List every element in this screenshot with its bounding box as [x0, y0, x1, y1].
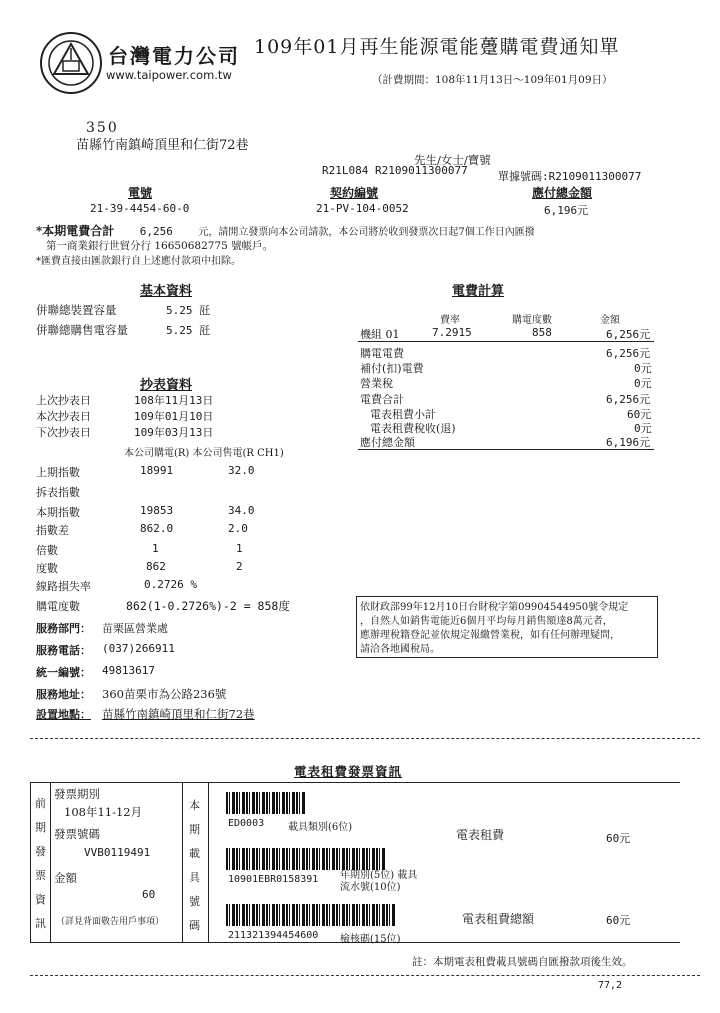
service-value: 49813617	[102, 664, 155, 677]
electric-no: 21-39-4454-60-0	[90, 202, 190, 215]
service-value: 苗栗區營業處	[102, 622, 168, 635]
loss-rate-label: 線路損失率	[36, 580, 91, 593]
calc-row-label: 購電電費	[360, 347, 404, 360]
page-title: 109年01月再生能源電能躉購電費通知單	[254, 36, 620, 58]
calc-row-label: 應付總金額	[360, 436, 415, 449]
doc-number: R21L084 R2109011300077	[322, 164, 468, 177]
meter-date-value: 109年03月13日	[134, 426, 214, 439]
notice-line-3: *匯費直接由匯款銀行自上述應付款項中扣除。	[36, 256, 241, 267]
billing-period: （計費期間：108年11月13日～109年01月09日）	[372, 74, 613, 86]
barcode-carrier-serial	[226, 848, 386, 870]
meter-fee-value: 60元	[606, 832, 631, 845]
invoice-col-divider-3	[208, 782, 209, 942]
purchase-label: 購電度數	[36, 600, 80, 613]
meter-row-r: 862.0	[140, 522, 174, 535]
barcode-code: 211321394454600	[228, 930, 319, 941]
calc-row-amount: 0元	[634, 422, 652, 435]
calc-bottom-line	[358, 449, 654, 450]
meter-row-label: 拆表指數	[36, 486, 80, 499]
invoice-top-border	[30, 782, 680, 783]
calc-divider	[358, 341, 654, 342]
tax-note-line: 請洽各地國稅局。	[360, 644, 440, 655]
website: www.taipower.com.tw	[106, 68, 232, 82]
invoice-title: 電表租費發票資訊	[294, 764, 403, 779]
calc-row-amount: 0元	[634, 362, 652, 375]
loss-rate-value: 0.2726 %	[144, 578, 197, 591]
meter-row-r: 1	[152, 542, 159, 555]
meter-row-label: 倍數	[36, 544, 58, 557]
calc-header-rate: 費率	[440, 315, 460, 326]
notice-line-1	[36, 222, 535, 239]
service-label: 設置地點：	[36, 708, 91, 721]
contract-no: 21-PV-104-0052	[316, 202, 409, 215]
service-label: 服務地址：	[36, 688, 91, 701]
meter-row-label: 上期指數	[36, 466, 80, 479]
bottom-cut-line	[30, 975, 700, 976]
company-name: 台灣電力公司	[108, 44, 240, 68]
meter-row-label: 本期指數	[36, 506, 80, 519]
salutation: 先生/女士/寶號	[414, 153, 491, 167]
invoice-col-divider-1	[50, 782, 51, 942]
basic-row-label: 併聯總裝置容量	[36, 303, 117, 317]
invoice-amount-label: 金額	[54, 871, 77, 885]
meter-row-r: 862	[146, 560, 166, 573]
basic-row-value: 5.25 瓩	[166, 324, 211, 337]
basic-title: 基本資料	[140, 284, 193, 299]
invoice-amount-value: 60	[142, 888, 156, 901]
invoice-col-divider-2	[182, 782, 183, 942]
meter-date-label: 上次抄表日	[36, 394, 91, 407]
calc-row-label: 電表租費小計	[370, 408, 436, 421]
tax-note-line: 應辦理稅籍登記並依規定報繳營業稅，如有任何辦理疑問，	[360, 630, 620, 641]
meter-date-label: 本次抄表日	[36, 410, 91, 423]
service-label: 服務電話：	[36, 644, 91, 657]
meter-fee-total-label: 電表租費總額	[462, 912, 535, 926]
recipient-address: 苗縣竹南鎮崎頂里和仁街72巷	[76, 138, 249, 153]
cut-line	[30, 738, 700, 739]
invoice-period-label: 發票期別	[54, 787, 100, 801]
meter-row-s: 2.0	[228, 522, 248, 535]
meter-title: 抄表資料	[140, 378, 193, 393]
service-label: 統一編號：	[36, 666, 91, 679]
meter-row-label: 指數差	[36, 524, 69, 537]
meter-row-s: 34.0	[228, 504, 255, 517]
service-value: 苗縣竹南鎮崎頂里和仁街72巷	[102, 707, 255, 721]
electric-no-label: 電號	[128, 186, 153, 200]
service-value: (037)266911	[102, 642, 175, 655]
invoice-footer-note: 註：本期電表租費載具號碼自匯撥款項後生效。	[412, 956, 633, 968]
service-label: 服務部門：	[36, 622, 91, 635]
meter-row-s: 2	[236, 560, 243, 573]
contract-no-label: 契約編號	[330, 186, 379, 200]
page-code: 77,2	[598, 980, 623, 991]
notice-line-2: 第一商業銀行世貿分行 16650682775 號帳戶。	[46, 240, 274, 252]
calc-unit-rate: 7.2915	[432, 326, 472, 339]
invoice-right-vertical: 本期載具號碼	[189, 799, 200, 932]
basic-row-value: 5.25 瓩	[166, 304, 211, 317]
calc-header-kwh: 購電度數	[512, 315, 552, 326]
calc-row-label: 營業稅	[360, 377, 393, 390]
barcode-code: 10901EBR0158391	[228, 874, 319, 885]
invoice-left-vertical: 前期發票資訊	[35, 797, 46, 930]
meter-date-label: 下次抄表日	[36, 426, 91, 439]
barcode-check-code	[226, 904, 396, 926]
meter-date-value: 108年11月13日	[134, 394, 214, 407]
calc-row-label: 電費合計	[360, 393, 404, 406]
calc-unit-amount: 6,256元	[606, 328, 651, 341]
company-logo	[40, 32, 102, 94]
taipower-logo-icon	[42, 34, 100, 92]
meter-date-value: 109年01月10日	[134, 410, 214, 423]
calc-unit-label: 機組 01	[360, 328, 400, 341]
meter-fee-label: 電表租費	[456, 828, 505, 842]
postcode: 350	[86, 120, 119, 136]
service-value: 360苗栗市為公路236號	[102, 687, 227, 701]
meter-row-s: 32.0	[228, 464, 255, 477]
notice-amount: 6,256	[139, 225, 173, 238]
basic-row-label: 併聯總購售電容量	[36, 323, 128, 337]
calc-row-label: 電表租費稅收(退)	[370, 422, 456, 435]
receipt-number: 單據號碼:R2109011300077	[498, 170, 642, 183]
invoice-number-label: 發票號碼	[54, 827, 100, 841]
tax-note-line: ，自然人如銷售電能近6個月平均每月銷售額達8萬元者，	[360, 616, 613, 627]
meter-column-header: 本公司購電(R) 本公司售電(R CH1)	[124, 448, 284, 459]
barcode-desc: 檢核碼(15位)	[340, 934, 401, 945]
notice-label: *本期電費合計	[36, 224, 115, 238]
invoice-left-border	[30, 782, 31, 942]
meter-row-r: 19853	[140, 504, 174, 517]
meter-fee-total-value: 60元	[606, 914, 631, 927]
calc-header-amount: 金額	[600, 315, 620, 326]
calc-title: 電費計算	[452, 284, 505, 299]
purchase-value: 862(1-0.2726%)-2 = 858度	[126, 599, 290, 613]
invoice-period-value: 108年11-12月	[64, 805, 143, 819]
total-amount: 6,196元	[544, 204, 589, 217]
calc-row-amount: 60元	[627, 408, 652, 421]
meter-row-r: 18991	[140, 464, 174, 477]
invoice-number-value: VVB0119491	[84, 846, 151, 859]
calc-row-amount: 0元	[634, 377, 652, 390]
barcode-code: ED0003	[228, 818, 265, 829]
total-label: 應付總金額	[532, 186, 593, 200]
calc-unit-kwh: 858	[532, 326, 552, 339]
calc-row-label: 補付(扣)電費	[360, 362, 424, 375]
calc-row-amount: 6,256元	[606, 393, 651, 406]
barcode-desc: 年期別(5位) 載具流水號(10位)	[340, 870, 418, 893]
barcode-carrier-type	[226, 792, 306, 814]
barcode-desc: 載具類別(6位)	[288, 822, 353, 833]
calc-row-amount: 6,256元	[606, 347, 651, 360]
calc-row-amount: 6,196元	[606, 436, 651, 449]
tax-note-line: 依財政部99年12月10日台財稅字第09904544950號令規定	[360, 602, 629, 613]
meter-row-label: 度數	[36, 562, 58, 575]
notice-text: 元，請開立發票向本公司請款，本公司將於收到發票次日起7個工作日內匯撥	[198, 227, 535, 238]
meter-row-s: 1	[236, 542, 243, 555]
invoice-note: （詳見背面敬告用戶事項）	[56, 917, 165, 927]
